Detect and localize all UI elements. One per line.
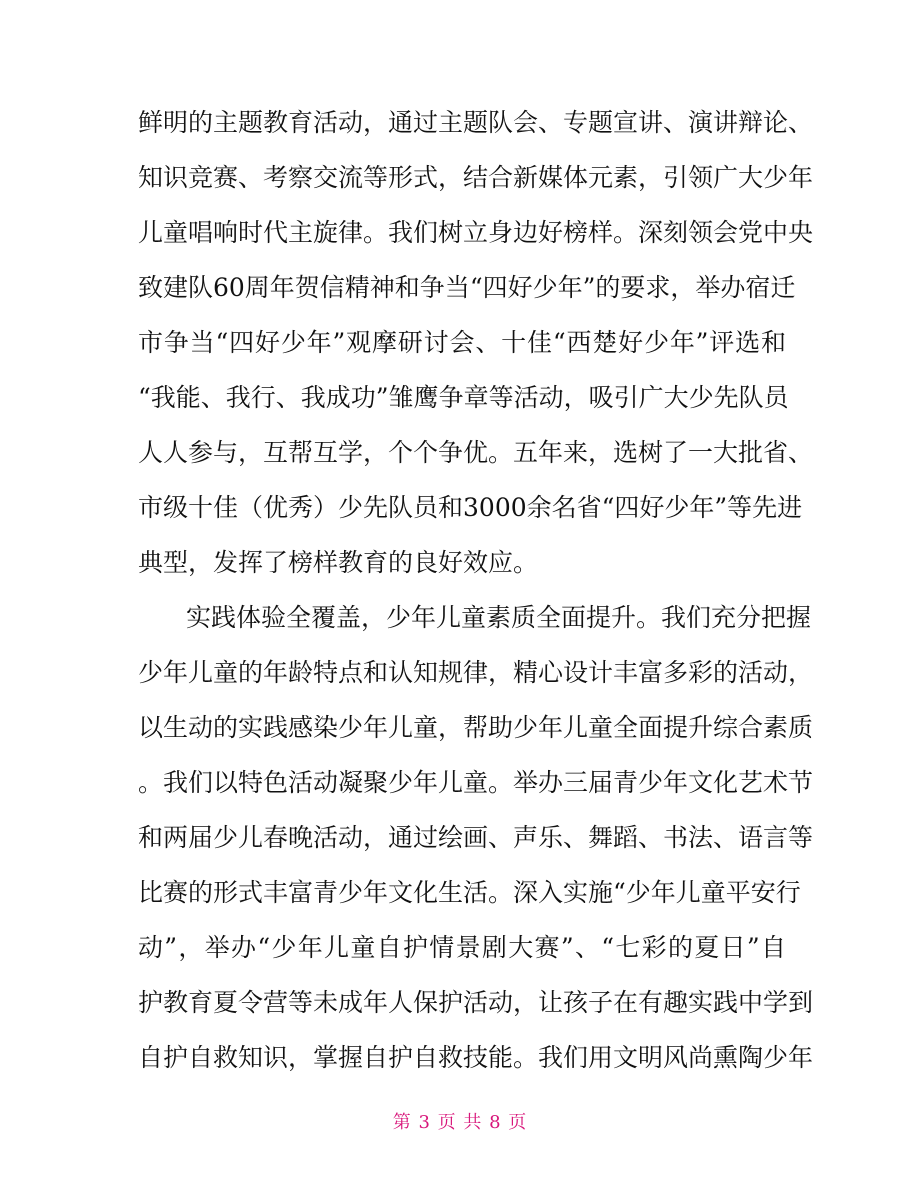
text-line: 以生动的实践感染少年儿童，帮助少年儿童全面提升综合素质	[138, 713, 814, 742]
paragraph-first-line: 实践体验全覆盖，少年儿童素质全面提升。我们充分把握	[186, 603, 812, 632]
text-line: 和两届少儿春晚活动，通过绘画、声乐、舞蹈、书法、语言等	[138, 823, 814, 852]
text-line: “我能、我行、我成功”雏鹰争章等活动，吸引广大少先队员	[138, 383, 789, 412]
text-line: 自护自救知识，掌握自护自救技能。我们用文明风尚熏陶少年	[138, 1043, 814, 1072]
text-line: 人人参与，互帮互学，个个争优。五年来，选树了一大批省、	[138, 438, 814, 467]
text-line: 。我们以特色活动凝聚少年儿童。举办三届青少年文化艺术节	[138, 768, 814, 797]
text-line: 市级十佳（优秀）少先队员和3000余名省“四好少年”等先进	[138, 493, 803, 522]
text-line: 市争当“四好少年”观摩研讨会、十佳“西楚好少年”评选和	[138, 328, 786, 357]
text-line: 护教育夏令营等未成年人保护活动，让孩子在有趣实践中学到	[138, 988, 814, 1017]
text-line: 致建队60周年贺信精神和争当“四好少年”的要求，举办宿迁	[138, 273, 796, 302]
text-line: 典型，发挥了榜样教育的良好效应。	[138, 548, 539, 577]
text-line: 少年儿童的年龄特点和认知规律，精心设计丰富多彩的活动，	[138, 658, 814, 687]
text-line: 儿童唱响时代主旋律。我们树立身边好榜样。深刻领会党中央	[138, 218, 814, 247]
page-number-footer: 第 3 页 共 8 页	[392, 1112, 528, 1133]
text-line: 鲜明的主题教育活动，通过主题队会、专题宣讲、演讲辩论、	[138, 108, 814, 137]
text-line: 比赛的形式丰富青少年文化生活。深入实施“少年儿童平安行	[138, 878, 801, 907]
text-line: 动”，举办“少年儿童自护情景剧大赛”、“七彩的夏日”自	[138, 933, 786, 962]
text-line: 知识竞赛、考察交流等形式，结合新媒体元素，引领广大少年	[138, 163, 814, 192]
